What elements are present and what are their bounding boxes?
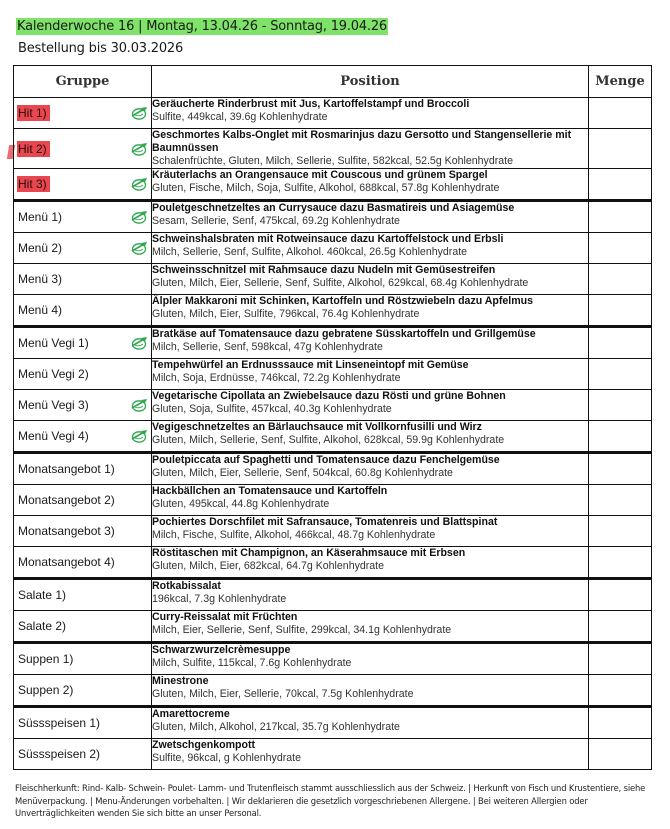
table-row xyxy=(14,643,652,675)
position-cell xyxy=(152,264,589,295)
dish-title: Geschmortes Kalbs-Onglet mit Rosmarinjus dazu Gersotto und Stangensellerie mit Baumnüssen xyxy=(152,129,572,154)
dish-details: Gluten, Soja, Sulfite, 457kcal, 40.3g Kohlenhydrate xyxy=(152,403,392,415)
group-cell xyxy=(14,98,152,129)
group-label: Suppen 1) xyxy=(18,652,74,666)
dish-details: Gluten, Milch, Eier, Sellerie, Senf, 504kcal, 60.8g Kohlenhydrate xyxy=(152,467,453,479)
table-row xyxy=(14,169,652,201)
dish-details: Gluten, Fische, Milch, Soja, Sulfite, Alkohol, 688kcal, 57.8g Kohlenhydrate xyxy=(152,182,500,194)
dish-details: Milch, Sellerie, Senf, 598kcal, 47g Kohlenhydrate xyxy=(152,341,383,353)
dish-title: Minestrone xyxy=(152,675,209,687)
group-cell xyxy=(14,516,152,547)
table-header-row xyxy=(14,66,652,98)
position-cell xyxy=(152,485,589,516)
dish-title: Schweinshalsbraten mit Rotweinsauce dazu Kartoffelstock und Erbsli xyxy=(152,233,504,245)
dish-title: Röstitaschen mit Champignon, an Käserahmsauce mit Erbsen xyxy=(152,547,466,559)
dish-details: Milch, Fische, Sulfite, Alkohol, 466kcal, 48.7g Kohlenhydrate xyxy=(152,529,436,541)
table-row xyxy=(14,359,652,390)
group-cell xyxy=(14,390,152,421)
position-cell xyxy=(152,233,589,264)
quantity-cell[interactable] xyxy=(589,643,652,675)
group-label: Monatsangebot 3) xyxy=(18,524,115,538)
dish-details: Gluten, 495kcal, 44.8g Kohlenhydrate xyxy=(152,498,330,510)
group-cell xyxy=(14,675,152,707)
fit-balance-icon xyxy=(130,106,148,120)
dish-title: Pouletgeschnetzeltes an Currysauce dazu Basmatireis und Asiagemüse xyxy=(152,202,515,214)
quantity-cell[interactable] xyxy=(589,485,652,516)
table-row xyxy=(14,295,652,327)
group-cell xyxy=(14,421,152,453)
group-label: Suppen 2) xyxy=(18,683,74,697)
dish-details: Milch, Eier, Sellerie, Senf, Sulfite, 299kcal, 34.1g Kohlenhydrate xyxy=(152,624,452,636)
group-cell xyxy=(14,169,152,201)
dish-title: Vegigeschnetzeltes an Bärlauchsauce mit Vollkornfusilli und Wirz xyxy=(152,421,482,433)
column-header-position: Position xyxy=(152,66,589,98)
order-deadline: Bestellung bis 30.03.2026 xyxy=(18,41,184,56)
dish-title: Pouletpiccata auf Spaghetti und Tomatensauce dazu Fenchelgemüse xyxy=(152,454,500,466)
dish-details: 196kcal, 7.3g Kohlenhydrate xyxy=(152,593,287,605)
group-label: Monatsangebot 2) xyxy=(18,493,115,507)
group-cell xyxy=(14,453,152,485)
quantity-cell[interactable] xyxy=(589,579,652,611)
group-label: Menü Vegi 3) xyxy=(18,398,89,412)
position-cell xyxy=(152,707,589,739)
dish-title: Vegetarische Cipollata an Zwiebelsauce dazu Rösti und grüne Bohnen xyxy=(152,390,506,402)
dish-title: Schweinsschnitzel mit Rahmsauce dazu Nudeln mit Gemüsestreifen xyxy=(152,264,496,276)
position-cell xyxy=(152,390,589,421)
group-cell xyxy=(14,547,152,579)
dish-details: Gluten, Milch, Alkohol, 217kcal, 35.7g Kohlenhydrate xyxy=(152,721,400,733)
group-cell xyxy=(14,129,152,169)
dish-details: Gluten, Milch, Eier, Sulfite, 796kcal, 76.4g Kohlenhydrate xyxy=(152,308,420,320)
table-row xyxy=(14,201,652,233)
group-label: Menü Vegi 4) xyxy=(18,429,89,443)
quantity-cell[interactable] xyxy=(589,201,652,233)
table-row xyxy=(14,579,652,611)
position-cell xyxy=(152,169,589,201)
position-cell xyxy=(152,611,589,643)
menu-table xyxy=(13,65,652,770)
quantity-cell[interactable] xyxy=(589,547,652,579)
dish-title: Rotkabissalat xyxy=(152,580,221,592)
dish-title: Hackbällchen an Tomatensauce und Kartoffeln xyxy=(152,485,388,497)
quantity-cell[interactable] xyxy=(589,98,652,129)
fit-balance-icon xyxy=(130,336,148,350)
group-label: Monatsangebot 1) xyxy=(18,462,115,476)
table-row xyxy=(14,675,652,707)
position-cell xyxy=(152,675,589,707)
group-cell xyxy=(14,643,152,675)
footer-disclaimer: Fleischherkunft: Rind- Kalb- Schwein- Poulet- Lamm- und Trutenfleisch stammt ausschliesslich aus der Schweiz. | Herkunft von Fisch und Krustentiere, siehe Menüverpackung. | Menu-Änderungen vorbehalten. | Wir deklarieren die gesetzlich vorgeschriebenen Allergene. | Bei weiteren Allergien oder Unverträglichkeiten wenden Sie sich bitte an unser Personal. xyxy=(15,783,646,818)
group-cell xyxy=(14,707,152,739)
table-row xyxy=(14,485,652,516)
group-label: Menü 2) xyxy=(18,241,63,255)
dish-title: Zwetschgenkompott xyxy=(152,739,255,751)
position-cell xyxy=(152,643,589,675)
position-cell xyxy=(152,453,589,485)
group-cell xyxy=(14,739,152,770)
group-cell xyxy=(14,359,152,390)
table-row xyxy=(14,421,652,453)
table-row xyxy=(14,707,652,739)
dish-title: Amarettocreme xyxy=(152,708,230,720)
fit-balance-icon xyxy=(130,429,148,443)
position-cell xyxy=(152,201,589,233)
quantity-cell[interactable] xyxy=(589,611,652,643)
position-cell xyxy=(152,547,589,579)
dish-details: Sesam, Sellerie, Senf, 475kcal, 69.2g Kohlenhydrate xyxy=(152,215,400,227)
dish-details: Milch, Sulfite, 115kcal, 7.6g Kohlenhydrate xyxy=(152,657,352,669)
group-label: Hit 2) xyxy=(17,141,50,157)
group-cell xyxy=(14,579,152,611)
table-row xyxy=(14,453,652,485)
position-cell xyxy=(152,327,589,359)
table-row xyxy=(14,264,652,295)
quantity-cell[interactable] xyxy=(589,453,652,485)
group-cell xyxy=(14,264,152,295)
quantity-cell[interactable] xyxy=(589,264,652,295)
dish-details: Sulfite, 96kcal, g Kohlenhydrate xyxy=(152,752,301,764)
table-row xyxy=(14,327,652,359)
quantity-cell[interactable] xyxy=(589,129,652,169)
group-label: Menü Vegi 2) xyxy=(18,367,89,381)
quantity-cell[interactable] xyxy=(589,675,652,707)
fit-balance-icon xyxy=(130,398,148,412)
dish-title: Pochiertes Dorschfilet mit Safransauce, Tomatenreis und Blattspinat xyxy=(152,516,498,528)
dish-details: Gluten, Milch, Eier, Sellerie, Senf, Sulfite, Alkohol, 629kcal, 68.4g Kohlenhydrate xyxy=(152,277,529,289)
quantity-cell[interactable] xyxy=(589,739,652,770)
group-cell xyxy=(14,327,152,359)
dish-details: Gluten, Milch, Sellerie, Senf, Sulfite, Alkohol, 628kcal, 59.9g Kohlenhydrate xyxy=(152,434,505,446)
group-label: Salate 1) xyxy=(18,588,67,602)
dish-title: Älpler Makkaroni mit Schinken, Kartoffeln und Röstzwiebeln dazu Apfelmus xyxy=(152,295,534,307)
group-label: Menü 1) xyxy=(18,210,63,224)
table-row xyxy=(14,98,652,129)
group-label: Hit 1) xyxy=(17,105,50,121)
quantity-cell[interactable] xyxy=(589,707,652,739)
dish-details: Milch, Sellerie, Senf, Sulfite, Alkohol. 460kcal, 26.5g Kohlenhydrate xyxy=(152,246,468,258)
fit-balance-icon xyxy=(130,177,148,191)
table-row xyxy=(14,611,652,643)
group-label: Menü 4) xyxy=(18,303,63,317)
fit-balance-icon xyxy=(130,142,148,156)
dish-details: Gluten, Milch, Eier, 682kcal, 64.7g Kohlenhydrate xyxy=(152,560,385,572)
group-label: Hit 3) xyxy=(17,176,50,192)
quantity-cell[interactable] xyxy=(589,233,652,264)
group-label: Menü 3) xyxy=(18,272,63,286)
group-label: Süssspeisen 2) xyxy=(18,747,101,761)
position-cell xyxy=(152,421,589,453)
fit-balance-icon xyxy=(130,210,148,224)
dish-title: Bratkäse auf Tomatensauce dazu gebratene Süsskartoffeln und Grillgemüse xyxy=(152,328,536,340)
quantity-cell[interactable] xyxy=(589,295,652,327)
quantity-cell[interactable] xyxy=(589,390,652,421)
group-label: Monatsangebot 4) xyxy=(18,555,115,569)
table-row xyxy=(14,547,652,579)
group-cell xyxy=(14,201,152,233)
position-cell xyxy=(152,129,589,169)
quantity-cell[interactable] xyxy=(589,327,652,359)
quantity-cell[interactable] xyxy=(589,421,652,453)
group-label: Menü Vegi 1) xyxy=(18,336,89,350)
position-cell xyxy=(152,579,589,611)
column-header-gruppe: Gruppe xyxy=(14,66,152,98)
quantity-cell[interactable] xyxy=(589,169,652,201)
dish-title: Schwarzwurzelcrèmesuppe xyxy=(152,644,291,656)
dish-details: Sulfite, 449kcal, 39.6g Kohlenhydrate xyxy=(152,111,328,123)
position-cell xyxy=(152,516,589,547)
quantity-cell[interactable] xyxy=(589,516,652,547)
position-cell xyxy=(152,359,589,390)
table-row xyxy=(14,129,652,169)
dish-details: Milch, Soja, Erdnüsse, 746kcal, 72.2g Kohlenhydrate xyxy=(152,372,401,384)
dish-title: Curry-Reissalat mit Früchten xyxy=(152,611,298,623)
dish-title: Geräucherte Rinderbrust mit Jus, Kartoffelstampf und Broccoli xyxy=(152,98,470,110)
dish-title: Tempehwürfel an Erdnusssauce mit Linseneintopf mit Gemüse xyxy=(152,359,469,371)
week-title: Kalenderwoche 16 | Montag, 13.04.26 - Sonntag, 19.04.26 xyxy=(17,19,387,34)
group-cell xyxy=(14,485,152,516)
table-row xyxy=(14,390,652,421)
table-row xyxy=(14,233,652,264)
position-cell xyxy=(152,295,589,327)
dish-details: Gluten, Milch, Eier, Sellerie, 70kcal, 7.5g Kohlenhydrate xyxy=(152,688,414,700)
column-header-menge: Menge xyxy=(589,66,652,98)
group-label: Süssspeisen 1) xyxy=(18,716,101,730)
quantity-cell[interactable] xyxy=(589,359,652,390)
group-cell xyxy=(14,233,152,264)
position-cell xyxy=(152,739,589,770)
position-cell xyxy=(152,98,589,129)
fit-balance-icon xyxy=(130,241,148,255)
table-row xyxy=(14,516,652,547)
group-cell xyxy=(14,295,152,327)
table-row xyxy=(14,739,652,770)
dish-details: Schalenfrüchte, Gluten, Milch, Sellerie, Sulfite, 582kcal, 52.5g Kohlenhydrate xyxy=(152,155,513,167)
group-cell xyxy=(14,611,152,643)
group-label: Salate 2) xyxy=(18,619,67,633)
dish-title: Kräuterlachs an Orangensauce mit Couscous und grünem Spargel xyxy=(152,169,488,181)
